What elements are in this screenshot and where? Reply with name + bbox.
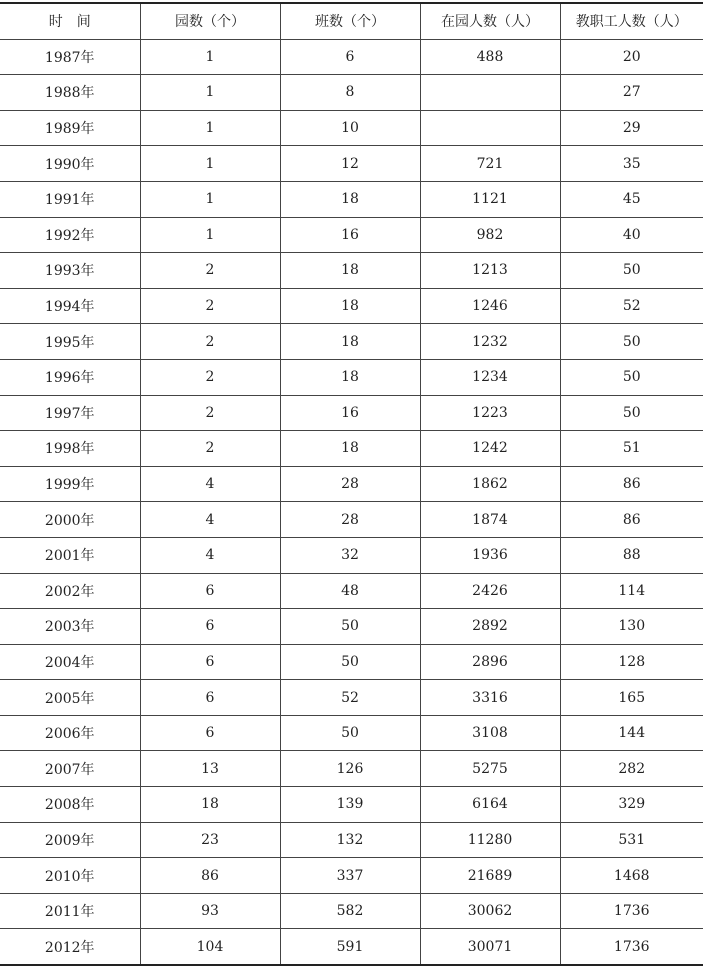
cell-year: 1997年: [0, 395, 140, 431]
cell-kindergarten-count: 86: [140, 858, 280, 894]
header-kindergarten-count: 园数（个）: [140, 3, 280, 39]
cell-enrolled-children: 1121: [420, 181, 560, 217]
table-row: [0, 395, 703, 431]
table-row: [0, 253, 703, 289]
cell-staff-count: 27: [560, 75, 703, 111]
cell-enrolled-children: 1242: [420, 431, 560, 467]
cell-year: 2012年: [0, 929, 140, 965]
cell-class-count: 28: [280, 466, 420, 502]
cell-year: 2005年: [0, 680, 140, 716]
table-row: [0, 893, 703, 929]
cell-class-count: 18: [280, 253, 420, 289]
cell-staff-count: 531: [560, 822, 703, 858]
cell-kindergarten-count: 2: [140, 324, 280, 360]
cell-staff-count: 50: [560, 253, 703, 289]
cell-enrolled-children: 30071: [420, 929, 560, 965]
cell-staff-count: 52: [560, 288, 703, 324]
cell-staff-count: 45: [560, 181, 703, 217]
cell-enrolled-children: 21689: [420, 858, 560, 894]
cell-enrolled-children: 5275: [420, 751, 560, 787]
table-row: [0, 146, 703, 182]
cell-staff-count: 35: [560, 146, 703, 182]
cell-year: 1999年: [0, 466, 140, 502]
table-row: [0, 288, 703, 324]
cell-staff-count: 282: [560, 751, 703, 787]
table-row: [0, 502, 703, 538]
cell-enrolled-children: 1232: [420, 324, 560, 360]
cell-year: 1998年: [0, 431, 140, 467]
table-header: [0, 3, 703, 39]
cell-year: 2007年: [0, 751, 140, 787]
header-year: 时 间: [0, 3, 140, 39]
cell-year: 2011年: [0, 893, 140, 929]
table-row: [0, 217, 703, 253]
cell-year: 1991年: [0, 181, 140, 217]
cell-year: 1987年: [0, 39, 140, 75]
cell-class-count: 18: [280, 359, 420, 395]
cell-class-count: 18: [280, 181, 420, 217]
cell-class-count: 12: [280, 146, 420, 182]
cell-kindergarten-count: 6: [140, 644, 280, 680]
cell-staff-count: 51: [560, 431, 703, 467]
cell-kindergarten-count: 93: [140, 893, 280, 929]
cell-class-count: 139: [280, 787, 420, 823]
cell-enrolled-children: 1223: [420, 395, 560, 431]
cell-class-count: 50: [280, 715, 420, 751]
cell-year: 2006年: [0, 715, 140, 751]
cell-class-count: 10: [280, 110, 420, 146]
cell-staff-count: 128: [560, 644, 703, 680]
cell-class-count: 16: [280, 217, 420, 253]
cell-class-count: 18: [280, 431, 420, 467]
cell-staff-count: 1468: [560, 858, 703, 894]
cell-enrolled-children: 3108: [420, 715, 560, 751]
cell-kindergarten-count: 18: [140, 787, 280, 823]
cell-enrolled-children: 2896: [420, 644, 560, 680]
cell-class-count: 16: [280, 395, 420, 431]
table-row: [0, 680, 703, 716]
kindergarten-statistics-table: [0, 2, 703, 966]
cell-year: 2004年: [0, 644, 140, 680]
cell-class-count: 32: [280, 537, 420, 573]
cell-class-count: 50: [280, 609, 420, 645]
table-row: [0, 431, 703, 467]
cell-staff-count: 1736: [560, 929, 703, 965]
cell-kindergarten-count: 4: [140, 466, 280, 502]
cell-enrolled-children: [420, 110, 560, 146]
cell-staff-count: 88: [560, 537, 703, 573]
table-row: [0, 359, 703, 395]
cell-year: 1992年: [0, 217, 140, 253]
cell-kindergarten-count: 4: [140, 502, 280, 538]
cell-class-count: 52: [280, 680, 420, 716]
cell-kindergarten-count: 1: [140, 146, 280, 182]
cell-staff-count: 50: [560, 395, 703, 431]
table-row: [0, 787, 703, 823]
cell-staff-count: 20: [560, 39, 703, 75]
cell-class-count: 28: [280, 502, 420, 538]
cell-year: 2001年: [0, 537, 140, 573]
header-row: [0, 3, 703, 39]
cell-enrolled-children: 488: [420, 39, 560, 75]
cell-kindergarten-count: 6: [140, 715, 280, 751]
table-row: [0, 644, 703, 680]
cell-class-count: 6: [280, 39, 420, 75]
cell-staff-count: 165: [560, 680, 703, 716]
cell-year: 2009年: [0, 822, 140, 858]
cell-year: 1996年: [0, 359, 140, 395]
cell-enrolled-children: [420, 75, 560, 111]
cell-kindergarten-count: 104: [140, 929, 280, 965]
cell-kindergarten-count: 13: [140, 751, 280, 787]
cell-class-count: 48: [280, 573, 420, 609]
cell-kindergarten-count: 1: [140, 39, 280, 75]
cell-year: 1995年: [0, 324, 140, 360]
cell-class-count: 126: [280, 751, 420, 787]
cell-enrolled-children: 11280: [420, 822, 560, 858]
cell-staff-count: 144: [560, 715, 703, 751]
table-row: [0, 75, 703, 111]
cell-year: 1990年: [0, 146, 140, 182]
cell-class-count: 591: [280, 929, 420, 965]
cell-class-count: 582: [280, 893, 420, 929]
cell-staff-count: 40: [560, 217, 703, 253]
cell-kindergarten-count: 2: [140, 359, 280, 395]
cell-staff-count: 1736: [560, 893, 703, 929]
cell-enrolled-children: 1936: [420, 537, 560, 573]
cell-staff-count: 50: [560, 359, 703, 395]
cell-enrolled-children: 6164: [420, 787, 560, 823]
cell-enrolled-children: 2426: [420, 573, 560, 609]
cell-kindergarten-count: 2: [140, 431, 280, 467]
cell-year: 1989年: [0, 110, 140, 146]
cell-kindergarten-count: 4: [140, 537, 280, 573]
cell-enrolled-children: 30062: [420, 893, 560, 929]
cell-kindergarten-count: 2: [140, 288, 280, 324]
cell-class-count: 337: [280, 858, 420, 894]
cell-kindergarten-count: 1: [140, 110, 280, 146]
cell-kindergarten-count: 6: [140, 609, 280, 645]
header-enrolled-children: 在园人数（人）: [420, 3, 560, 39]
table-row: [0, 181, 703, 217]
cell-staff-count: 114: [560, 573, 703, 609]
cell-enrolled-children: 982: [420, 217, 560, 253]
cell-staff-count: 329: [560, 787, 703, 823]
cell-staff-count: 86: [560, 466, 703, 502]
table-row: [0, 751, 703, 787]
cell-enrolled-children: 3316: [420, 680, 560, 716]
table-row: [0, 929, 703, 965]
cell-year: 1994年: [0, 288, 140, 324]
table-row: [0, 39, 703, 75]
cell-class-count: 18: [280, 324, 420, 360]
cell-kindergarten-count: 6: [140, 680, 280, 716]
cell-year: 1988年: [0, 75, 140, 111]
statistics-table-container: [0, 2, 704, 966]
table-body: [0, 39, 703, 965]
table-row: [0, 110, 703, 146]
header-staff-count: 教职工人数（人）: [560, 3, 703, 39]
table-row: [0, 715, 703, 751]
cell-year: 2000年: [0, 502, 140, 538]
cell-kindergarten-count: 1: [140, 181, 280, 217]
cell-enrolled-children: 2892: [420, 609, 560, 645]
table-row: [0, 609, 703, 645]
cell-year: 2008年: [0, 787, 140, 823]
cell-year: 1993年: [0, 253, 140, 289]
cell-enrolled-children: 1234: [420, 359, 560, 395]
cell-year: 2003年: [0, 609, 140, 645]
table-row: [0, 573, 703, 609]
table-row: [0, 466, 703, 502]
cell-enrolled-children: 721: [420, 146, 560, 182]
cell-kindergarten-count: 6: [140, 573, 280, 609]
table-row: [0, 858, 703, 894]
cell-class-count: 8: [280, 75, 420, 111]
cell-kindergarten-count: 2: [140, 253, 280, 289]
cell-kindergarten-count: 1: [140, 217, 280, 253]
cell-kindergarten-count: 23: [140, 822, 280, 858]
cell-staff-count: 50: [560, 324, 703, 360]
cell-class-count: 18: [280, 288, 420, 324]
table-row: [0, 324, 703, 360]
cell-enrolled-children: 1246: [420, 288, 560, 324]
cell-enrolled-children: 1213: [420, 253, 560, 289]
header-class-count: 班数（个）: [280, 3, 420, 39]
cell-enrolled-children: 1874: [420, 502, 560, 538]
cell-class-count: 132: [280, 822, 420, 858]
cell-year: 2010年: [0, 858, 140, 894]
cell-kindergarten-count: 1: [140, 75, 280, 111]
cell-staff-count: 130: [560, 609, 703, 645]
cell-enrolled-children: 1862: [420, 466, 560, 502]
cell-kindergarten-count: 2: [140, 395, 280, 431]
cell-staff-count: 86: [560, 502, 703, 538]
cell-class-count: 50: [280, 644, 420, 680]
table-row: [0, 822, 703, 858]
table-row: [0, 537, 703, 573]
cell-year: 2002年: [0, 573, 140, 609]
cell-staff-count: 29: [560, 110, 703, 146]
